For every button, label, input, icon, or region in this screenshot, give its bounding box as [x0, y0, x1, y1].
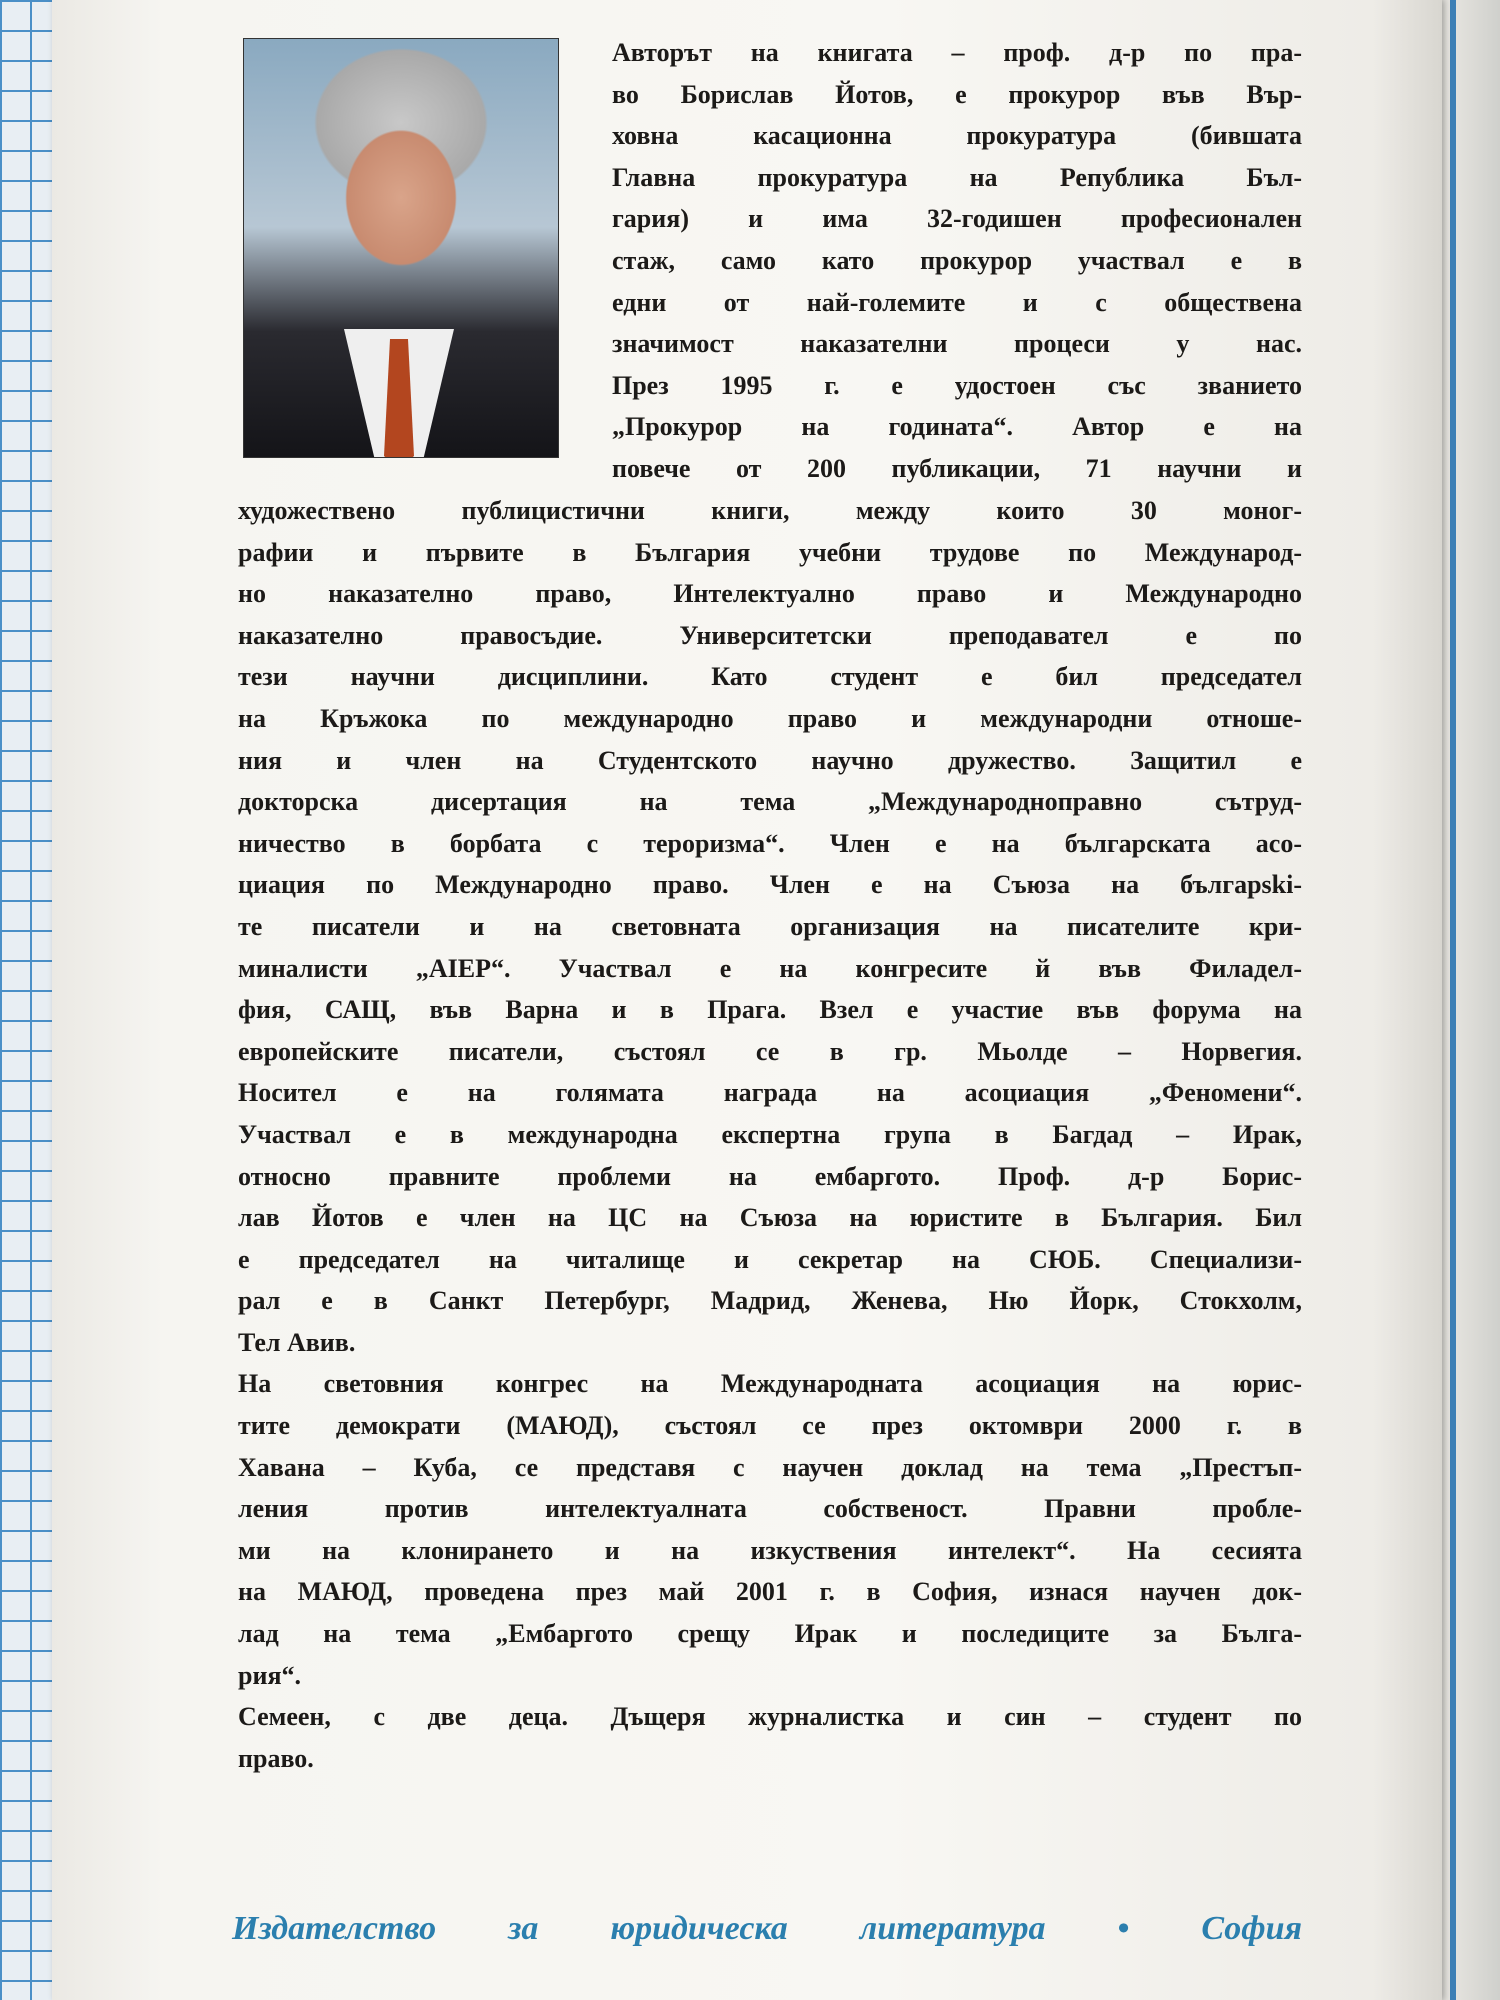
text-line: лад на тема „Ембаргото срещу Ирак и последиците за Бълга- — [238, 1619, 1302, 1649]
text-line: тези научни дисциплини. Като студент е бил председател — [238, 662, 1302, 692]
text-line: право. — [238, 1743, 314, 1773]
text-line: докторска дисертация на тема „Международноправно сътруд- — [238, 787, 1302, 817]
text-line: рия“. — [238, 1660, 302, 1690]
text-line: Тел Авив. — [238, 1327, 356, 1357]
text-line: Носител е на голямата награда на асоциация „Феномени“. — [238, 1078, 1302, 1108]
text-line: рал е в Санкт Петербург, Мадрид, Женева, Ню Йорк, Стокхолм, — [238, 1286, 1302, 1316]
text-line: Главна прокуратура на Република Бъл- — [612, 162, 1302, 192]
text-line: миналисти „AIEP“. Участвал е на конгресите й във Филадел- — [238, 953, 1302, 983]
text-line: едни от най-големите и с обществена — [612, 287, 1302, 317]
text-line: ховна касационна прокуратура (бившата — [612, 121, 1302, 151]
text-line: фия, САЩ, във Варна и в Прага. Взел е участие във форума на — [238, 995, 1302, 1025]
text-line: но наказателно право, Интелектуално право и Международно — [238, 579, 1302, 609]
text-line: ми на клонирането и на изкуствения интелект“. На сесията — [238, 1535, 1302, 1565]
text-line: На световния конгрес на Международната асоциация на юрис- — [238, 1369, 1302, 1399]
text-line: во Борислав Йотов, е прокурор във Вър- — [612, 79, 1302, 109]
text-line: ления против интелектуалната собственост. Правни пробле- — [238, 1494, 1302, 1524]
author-photo — [243, 38, 559, 458]
text-line: Участвал е в международна експертна група в Багдад – Ирак, — [238, 1119, 1302, 1149]
text-line: наказателно правосъдие. Университетски преподавател е по — [238, 620, 1302, 650]
text-line: През 1995 г. е удостоен със званието — [612, 370, 1302, 400]
text-line: ничество в борбата с тероризма“. Член е на българската асо- — [238, 828, 1302, 858]
text-line: „Прокурор на годината“. Автор е на — [612, 412, 1302, 442]
text-line: циация по Международно право. Член е на Съюза на българski- — [238, 870, 1302, 900]
book-edge-stripe — [1450, 0, 1456, 2000]
text-line: на Кръжока по международно право и международни отноше- — [238, 703, 1302, 733]
grid-paper-background — [0, 0, 60, 2000]
text-line: е председател на читалище и секретар на СЮБ. Специализи- — [238, 1244, 1302, 1274]
text-line: стаж, само като прокурор участвал е в — [612, 245, 1302, 275]
text-line: относно правните проблеми на ембаргото. Проф. д-р Борис- — [238, 1161, 1302, 1191]
text-line: рафии и първите в България учебни трудове по Международ- — [238, 537, 1302, 567]
text-line: Авторът на книгата – проф. д-р по пра- — [612, 38, 1302, 67]
bio-text-beside-photo — [612, 32, 1302, 490]
text-line: Хавана – Куба, се представя с научен доклад на тема „Престъп- — [238, 1452, 1302, 1482]
text-line: значимост наказателни процеси у нас. — [612, 329, 1302, 359]
text-line: повече от 200 публикации, 71 научни и — [612, 453, 1302, 483]
publisher-footer: Издателство за юридическа литература • София — [232, 1910, 1302, 1947]
text-line: на МАЮД, проведена през май 2001 г. в София, изнася научен док- — [238, 1577, 1302, 1607]
text-line: тите демократи (МАЮД), състоял се през октомври 2000 г. в — [238, 1411, 1302, 1441]
text-line: ния и член на Студентското научно дружество. Защитил е — [238, 745, 1302, 775]
text-line: те писатели и на световната организация на писателите кри- — [238, 911, 1302, 941]
text-line: лав Йотов е член на ЦС на Съюза на юристите в България. Бил — [238, 1203, 1302, 1233]
text-line: Семеен, с две деца. Дъщеря журналистка и син – студент по — [238, 1702, 1302, 1732]
text-line: гария) и има 32-годишен професионален — [612, 204, 1302, 234]
text-line: европейските писатели, състоял се в гр. Мьолде – Норвегия. — [238, 1036, 1302, 1066]
text-line: художествено публицистични книги, между които 30 моног- — [238, 496, 1302, 525]
bio-text-full-width — [238, 490, 1302, 1779]
